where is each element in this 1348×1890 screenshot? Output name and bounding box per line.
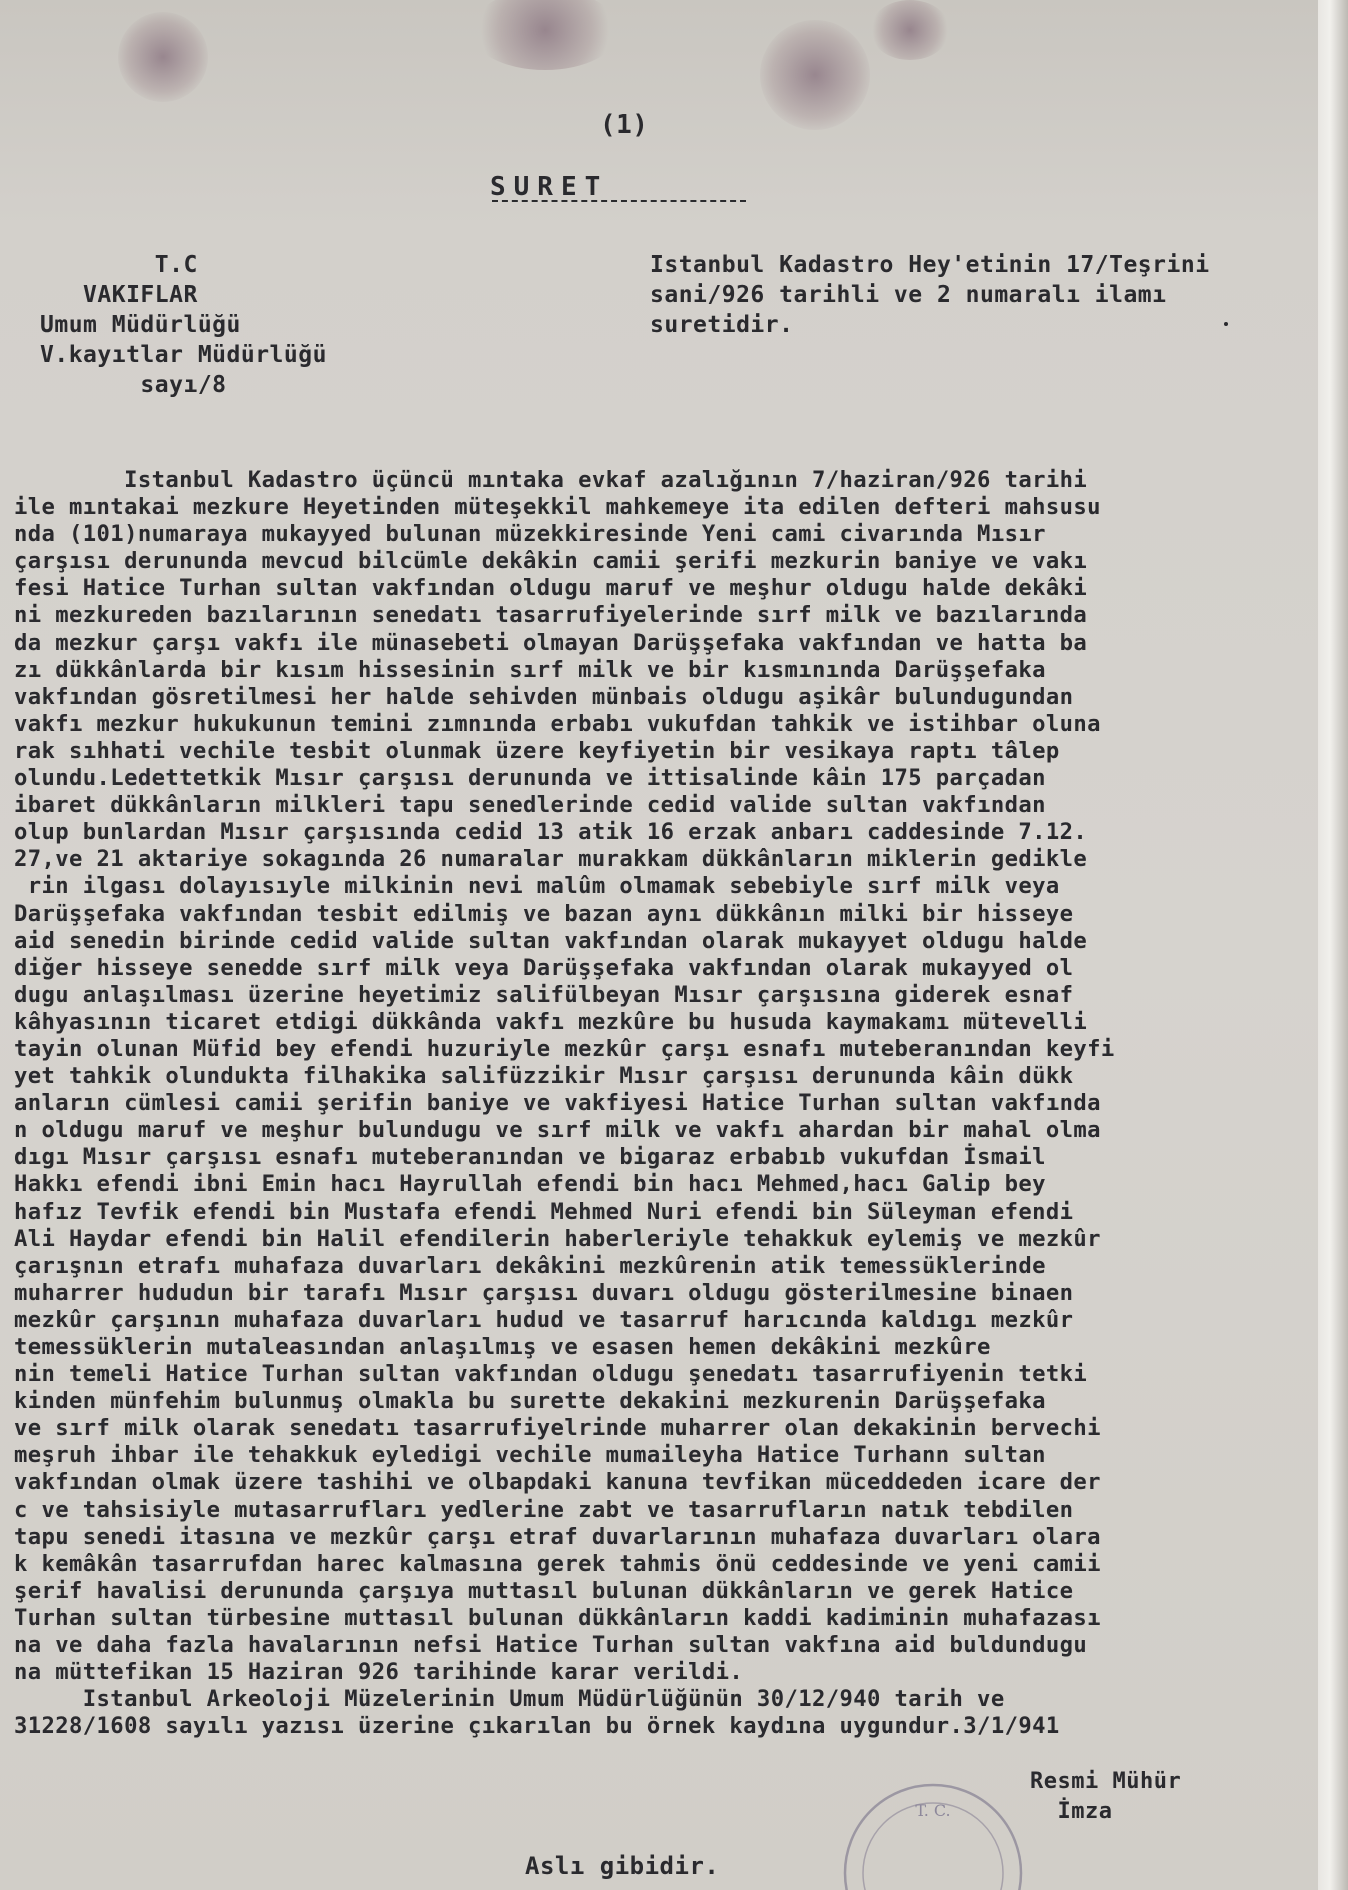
body-line: ni mezkureden bazılarının senedatı tasarrufiyelerinde sırf milk ve bazılarında [14,602,1088,629]
body-line: anların cümlesi camii şerifin baniye ve vakfiyesi Hatice Turhan sultan vakfında [14,1090,1101,1117]
body-line: rin ilgası dolayısıyle milkinin nevi malûm olmamak sebebiyle sırf milk veya [14,873,1060,900]
body-line: kâhyasının ticaret etdigi dükkânda vakfı mezkûre bu husuda kaymakamı mütevelli [14,1008,1088,1035]
subject-line: sani/926 tarihli ve 2 numaralı ilamı [650,282,1167,308]
body-line: şerif havalisi derununda çarşıya muttasıl bulunan dükkânların ve gerek Hatice [14,1577,1074,1604]
body-line: vakfından olmak üzere tashihi ve olbapdaki kanuna tevfikan müceddeden icare der [14,1469,1101,1496]
sender-line: V.kayıtlar Müdürlüğü [40,342,327,368]
subject-line: suretidir. [650,312,794,338]
page-number: (1) [600,110,649,140]
sender-line: VAKIFLAR [40,282,198,308]
body-line: hafız Tevfik efendi bin Mustafa efendi Mehmed Nuri efendi bin Süleyman efendi [14,1198,1074,1225]
body-line: tayin olunan Müfid bey efendi huzuriyle mezkûr çarşı esnafı muteberanından keyfi [14,1035,1115,1062]
seal-text: T. C. [915,1801,951,1820]
body-line: k kemâkân tasarrufdan harec kalmasına gerek tahmis önü ceddesinde ve yeni camii [14,1550,1101,1577]
body-line: aid senedin birinde cedid valide sultan vakfından olarak mukayyet oldugu halde [14,927,1088,954]
sender-line: sayı/8 [40,372,227,398]
body-line: 27,ve 21 aktariye sokagında 26 numaralar murakkam dükkânların miklerin gedikle [14,846,1088,873]
body-line: diğer hisseye senedde sırf milk veya Darüşşefaka vakfından olarak mukayyed ol [14,954,1074,981]
body-line: olup bunlardan Mısır çarşısında cedid 13 atik 16 erzak anbarı caddesinde 7.12. [14,819,1088,846]
body-line: tapu senedi itasına ve mezkûr çarşı etraf duvarlarının muhafaza duvarları olara [14,1523,1101,1550]
body-line: Turhan sultan türbesine muttasıl bulunan dükkânların kaddi kadiminin muhafazası [14,1604,1101,1631]
body-line: dugu anlaşılması üzerine heyetimiz salifülbeyan Mısır çarşısına giderek esnaf [14,981,1074,1008]
body-line: c ve tahsisiyle mutasarrufları yedlerine zabt ve tasarrufların natık tebdilen [14,1496,1074,1523]
official-seal [838,1778,1028,1890]
body-line: Ali Haydar efendi bin Halil efendilerin haberleriyle tehakkuk eylemiş ve mezkûr [14,1225,1101,1252]
sender-line: T.C [40,252,198,278]
body-line: rak sıhhati vechile tesbit olunmak üzere keyfiyetin bir vesikaya raptı tâlep [14,737,1060,764]
body-line: da mezkur çarşı vakfı ile münasebeti olmayan Darüşşefaka vakfından ve hatta ba [14,629,1088,656]
ink-stain [470,0,620,70]
body-line: fesi Hatice Turhan sultan vakfından oldugu maruf ve meşhur oldugu halde dekâki [14,575,1088,602]
body-line: na müttefikan 15 Haziran 926 tarihinde karar verildi. [14,1659,744,1686]
sender-block [40,250,327,400]
signature-line: İmza [1030,1799,1113,1824]
sender-line: Umum Müdürlüğü [40,312,241,338]
body-line: n oldugu maruf ve meşhur bulundugu ve sırf milk ve vakfı ahardan bir mahal olma [14,1117,1101,1144]
body-line: dıgı Mısır çarşısı esnafı muteberanından ve bigaraz erbabıb vukufdan İsmail [14,1144,1046,1171]
signature-line: Resmi Mühür [1030,1769,1182,1794]
body-line: meşruh ihbar ile tehakkuk eyledigi vechile mumaileyha Hatice Turhann sultan [14,1442,1046,1469]
body-line: zı dükkânlarda bir kısım hissesinin sırf milk ve bir kısmınında Darüşşefaka [14,656,1046,683]
body-line: Istanbul Kadastro üçüncü mıntaka evkaf azalığının 7/haziran/926 tarihi [14,467,1088,493]
body-line: vakfından gösretilmesi her halde sehivden münbais oldugu aşikâr bulundugundan [14,683,1074,710]
body-line: ibaret dükkânların milkleri tapu senedlerinde cedid valide sultan vakfından [14,792,1046,819]
body-text [14,467,1115,1740]
certified-copy-note: Aslı gibidir. [525,1852,720,1880]
subject-block [650,250,1210,340]
page-edge [1318,0,1348,1890]
body-line: ile mıntakai mezkure Heyetinden müteşekkil mahkemeye ita edilen defteri mahsusu [14,494,1101,521]
body-line: çarşısı derununda mevcud bilcümle dekâkin camii şerifi mezkurin baniye ve vakı [14,548,1088,575]
stray-dot [1224,322,1228,326]
body-line: yet tahkik olundukta filhakika salifüzzikir Mısır çarşısı derununda kâin dükk [14,1063,1074,1090]
body-line: ve sırf milk olarak senedatı tasarrufiyelrinde muharrer olan dekakinin bervechi [14,1415,1101,1442]
subject-line: Istanbul Kadastro Hey'etinin 17/Teşrini [650,252,1210,278]
body-line: Hakkı efendi ibni Emin hacı Hayrullah efendi bin hacı Mehmed,hacı Galip bey [14,1171,1046,1198]
body-line: temessüklerin mutaleasından anlaşılmış ve esasen hemen dekâkini mezkûre [14,1334,991,1360]
body-line: Istanbul Arkeoloji Müzelerinin Umum Müdürlüğünün 30/12/940 tarih ve [14,1686,1005,1713]
body-line: 31228/1608 sayılı yazısı üzerine çıkarılan bu örnek kaydına uygundur.3/1/941 [14,1713,1060,1740]
body-line: kinden münfehim bulunmuş olmakla bu surette dekakini mezkurenin Darüşşefaka [14,1388,1046,1415]
body-line: Darüşşefaka vakfından tesbit edilmiş ve bazan aynı dükkânın milki bir hisseye [14,900,1074,927]
body-line: nin temeli Hatice Turhan sultan vakfından oldugu şenedatı tasarrufiyenin tetki [14,1361,1088,1388]
body-line: çarışnın etrafı muhafaza duvarları dekâkini mezkûrenin atik temessüklerinde [14,1252,1046,1279]
body-line: olundu.Ledettetkik Mısır çarşısı derununda ve ittisalinde kâin 175 parçadan [14,765,1046,792]
ink-stain [870,0,950,60]
body-line: mezkûr çarşının muhafaza duvarları hudud ve tasarruf harıcında kaldıgı mezkûr [14,1306,1074,1333]
document-title: SURET [490,172,609,202]
title-underline [492,200,746,202]
ink-stain [118,12,208,102]
body-line: vakfı mezkur hukukunun temini zımnında erbabı vukufdan tahkik ve istihbar oluna [14,710,1101,737]
body-line: muharrer hududun bir tarafı Mısır çarşısı duvarı oldugu gösterilmesine binaen [14,1279,1074,1306]
body-line: na ve daha fazla havalarının nefsi Hatice Turhan sultan vakfına aid buldundugu [14,1632,1088,1659]
body-line: nda (101)numaraya mukayyed bulunan müzekkiresinde Yeni cami civarında Mısır [14,521,1046,548]
ink-stain [760,20,870,130]
signature-block [1030,1767,1181,1827]
